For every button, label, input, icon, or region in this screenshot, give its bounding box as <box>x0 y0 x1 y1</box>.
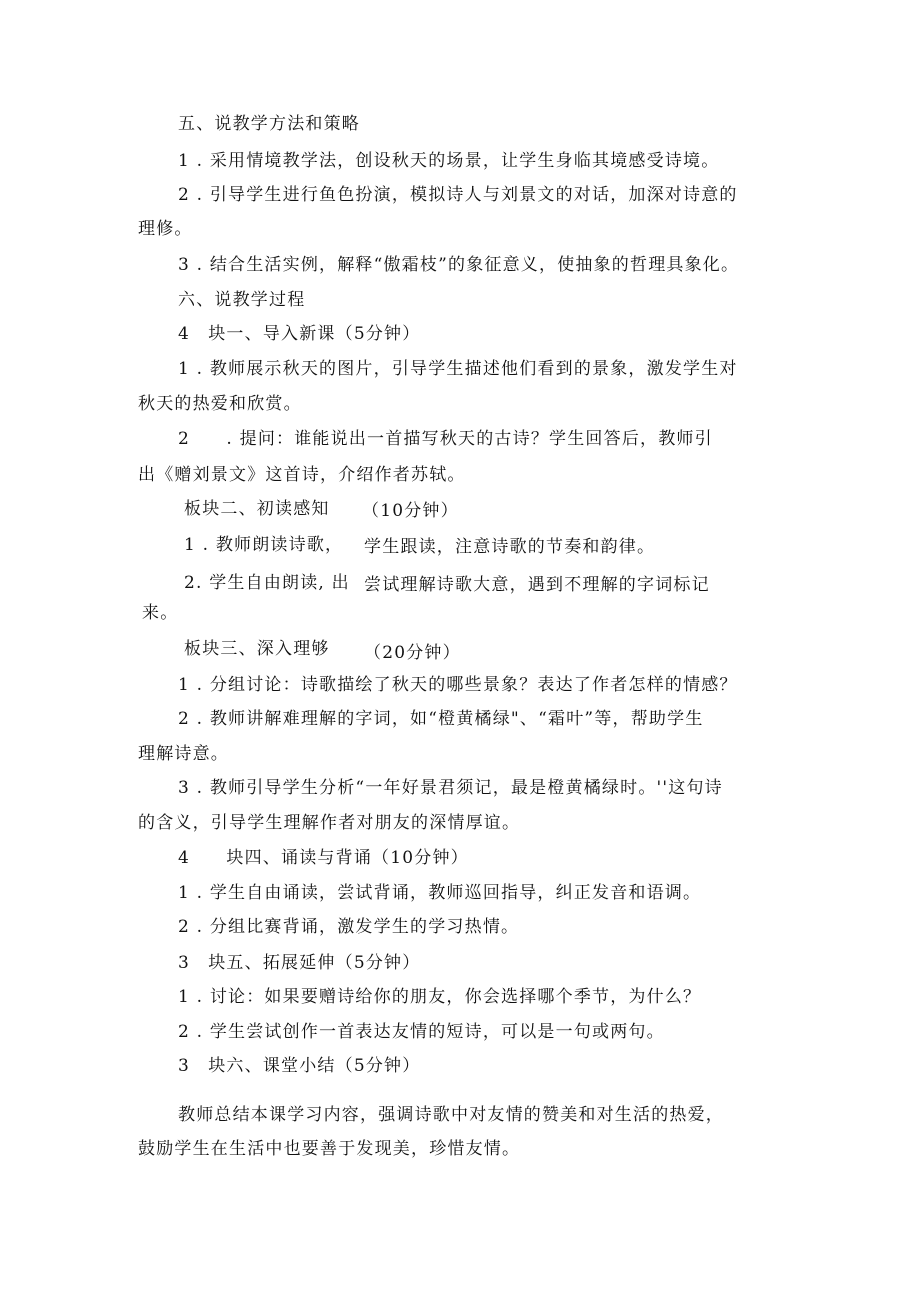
block-1-item-2-line-1: 2 . 提问：谁能说出一首描写秋天的古诗？学生回答后，教师引 <box>178 429 713 449</box>
block-3-item-3-line-2: 的含义，引导学生理解作者对朋友的深情厚谊。 <box>138 813 521 833</box>
section-heading-teaching-process: 六、说教学过程 <box>178 290 306 310</box>
block-3-title: 板块三、深入理够 <box>184 639 330 659</box>
method-item-2-line-2: 理修。 <box>138 219 193 239</box>
block-2-title: 板块二、初读感知 <box>184 499 330 519</box>
block-2-item-2-line-2: 来。 <box>142 603 179 623</box>
block-4-title: 4 块四、诵读与背诵（10分钟） <box>178 848 469 868</box>
method-item-3: 3 . 结合生活实例，解释“傲霜枝”的象征意义，使抽象的哲理具象化。 <box>178 255 740 275</box>
block-5-item-1: 1 . 讨论：如果要赠诗给你的朋友，你会选择哪个季节，为什么？ <box>178 987 702 1007</box>
block-4-item-1: 1 . 学生自由诵读，尝试背诵，教师巡回指导，纠正发音和语调。 <box>178 883 702 903</box>
block-2-duration: （10分钟） <box>362 501 459 521</box>
block-2-item-2-part-b: 尝试理解诗歌大意，遇到不理解的字词标记 <box>364 575 710 595</box>
block-2-item-1-part-b: 学生跟读，注意诗歌的节奏和韵律。 <box>364 537 656 557</box>
method-item-1: 1 . 采用情境教学法，创设秋天的场景，让学生身临其境感受诗境。 <box>178 151 720 171</box>
block-1-item-1-line-1: 1 . 教师展示秋天的图片，引导学生描述他们看到的景象，激发学生对 <box>178 359 738 379</box>
summary-line-1: 教师总结本课学习内容，强调诗歌中对友情的赞美和对生活的热爱， <box>178 1105 724 1125</box>
block-2-item-1-part-a: 1 . 教师朗读诗歌， <box>184 535 344 555</box>
block-3-duration: （20分钟） <box>364 643 461 663</box>
summary-line-2: 鼓励学生在生活中也要善于发现美，珍惜友情。 <box>138 1139 521 1159</box>
block-1-item-2-line-2: 出《赠刘景文》这首诗，介绍作者苏轼。 <box>138 465 466 485</box>
block-2-item-2-part-a: 2. 学生自由朗读, 出 <box>184 573 350 593</box>
section-heading-teaching-methods: 五、说教学方法和策略 <box>178 114 360 134</box>
block-5-title: 3 块五、拓展延伸（5分钟） <box>178 953 421 973</box>
block-1-item-1-line-2: 秋天的热爱和欣赏。 <box>138 394 302 414</box>
block-3-item-2-line-1: 2 . 教师讲解难理解的字词，如“橙黄橘绿"、“霜叶”等，帮助学生 <box>178 709 704 729</box>
method-item-2-line-1: 2 . 引导学生进行鱼色扮演，模拟诗人与刘景文的对话，加深对诗意的 <box>178 185 738 205</box>
block-1-title: 4 块一、导入新课（5分钟） <box>178 324 421 344</box>
block-5-item-2: 2 . 学生尝试创作一首表达友情的短诗，可以是一句或两句。 <box>178 1022 665 1042</box>
block-3-item-2-line-2: 理解诗意。 <box>138 744 229 764</box>
block-6-title: 3 块六、课堂小结（5分钟） <box>178 1056 421 1076</box>
block-3-item-3-line-1: 3 . 教师引导学生分析“一年好景君须记，最是橙黄橘绿时。''这句诗 <box>178 778 723 798</box>
block-3-item-1: 1 . 分组讨论：诗歌描绘了秋天的哪些景象？表达了作者怎样的情感？ <box>178 675 738 695</box>
block-4-item-2: 2 . 分组比赛背诵，激发学生的学习热情。 <box>178 917 520 937</box>
